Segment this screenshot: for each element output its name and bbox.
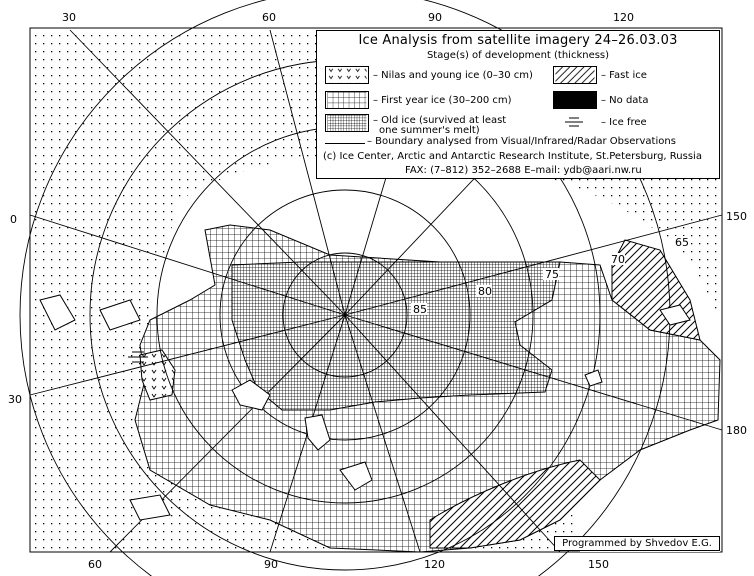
first-year-swatch — [325, 91, 369, 109]
legend-item-fast: – Fast ice — [601, 70, 647, 81]
lat-label-85: 85 — [413, 303, 427, 316]
lat-label-70: 70 — [611, 253, 625, 266]
lon-label-left-0: 0 — [10, 213, 17, 226]
lon-label-top-90: 90 — [428, 11, 442, 24]
boundary-line-swatch — [325, 143, 365, 144]
lon-label-top-120: 120 — [613, 11, 634, 24]
lon-label-right-150: 150 — [726, 210, 747, 223]
old-ice-swatch — [325, 114, 369, 132]
credit-label: Programmed by Shvedov E.G. — [554, 536, 720, 551]
legend-box — [316, 30, 720, 179]
legend-item-no-data: – No data — [601, 95, 649, 106]
legend-copyright: (c) Ice Center, Arctic and Antarctic Research Institute, St.Petersburg, Russia — [323, 151, 702, 162]
no-data-swatch — [553, 91, 597, 109]
lon-label-top-30: 30 — [62, 11, 76, 24]
nilas-swatch — [325, 66, 369, 84]
old-ice-region — [232, 262, 560, 410]
fast-ice-swatch — [553, 66, 597, 84]
lon-label-bottom-60: 60 — [88, 558, 102, 571]
lon-label-top-60: 60 — [262, 11, 276, 24]
lat-label-75: 75 — [545, 268, 559, 281]
legend-item-old-2: one summer's melt) — [379, 125, 480, 136]
lat-label-65: 65 — [675, 236, 689, 249]
lon-label-bottom-150: 150 — [588, 558, 609, 571]
legend-item-first-year: – First year ice (30–200 cm) — [373, 95, 512, 106]
ice-free-swatch-icon — [561, 115, 589, 129]
lon-label-right-180: 180 — [726, 424, 747, 437]
legend-contact: FAX: (7–812) 352–2688 E–mail: ydb@aari.nw.ru — [405, 165, 642, 176]
legend-item-nilas: – Nilas and young ice (0–30 cm) — [373, 70, 533, 81]
legend-item-boundary: – Boundary analysed from Visual/Infrared/Radar Observations — [367, 136, 676, 147]
lon-label-bottom-120: 120 — [424, 558, 445, 571]
lon-label-left-30: 30 — [8, 393, 22, 406]
legend-title: Ice Analysis from satellite imagery 24–26.03.03 — [358, 33, 678, 48]
legend-item-ice-free: – Ice free — [601, 117, 647, 128]
legend-subtitle: Stage(s) of development (thickness) — [426, 50, 610, 61]
lon-label-bottom-90: 90 — [264, 558, 278, 571]
legend-item-old-1: – Old ice (survived at least — [373, 115, 507, 126]
lat-label-80: 80 — [478, 285, 492, 298]
